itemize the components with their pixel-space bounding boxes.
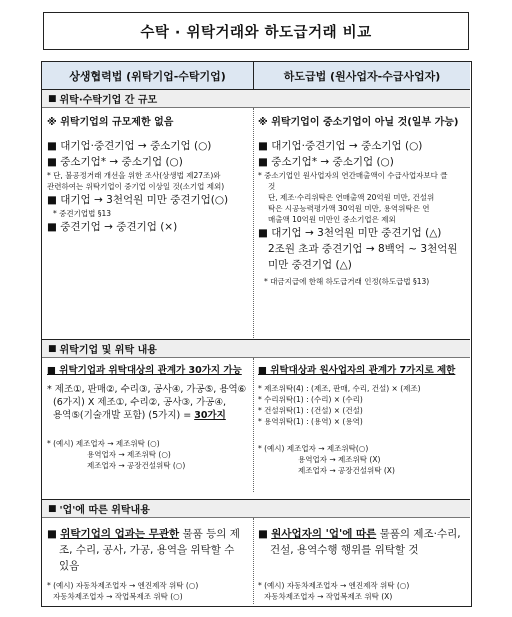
square-bullet-icon: ■ [48,93,57,104]
example-line: * (예시) 자동차제조업자 → 엔진제작 위탁 (○) [47,581,199,590]
square-bullet-icon: ■ [258,528,272,540]
list-item: ■ 중소기업* → 중소기업 (○) [47,156,183,168]
page-title: 수탁 · 위탁거래와 하도급거래 비교 [43,12,469,50]
content-left-cell [47,364,251,471]
comparison-table [41,61,472,607]
list-item: 건설, 용역수행 행위를 위탁할 것 [270,544,419,556]
size-left-cell [47,116,251,235]
section-title: 위탁기업 및 위탁 내용 [59,345,157,356]
section-header-content [42,339,470,358]
business-left-emphasis: 위탁기업의 업과는 무관한 [60,528,180,540]
column-divider [253,358,254,492]
example-line: 자동차제조업자 → 작업복제조 위탁 (○) [53,592,183,601]
section-title: '업'에 따른 위탁내용 [59,505,150,516]
footnote: 매출액 10억원 미만인 중소기업은 제외 [268,215,396,224]
size-left-heading: ※ 위탁기업의 규모제한 없음 [47,117,174,128]
example-line: * (예시) 제조업자 → 제조위탁(○) [258,444,369,453]
list-item: 있음 [59,560,80,572]
list-item: 물품 등의 제 [179,528,240,540]
column-divider [253,518,254,604]
section-title: 위탁·수탁기업 간 규모 [59,95,158,106]
business-right-cell [258,526,468,602]
list-item: ■ 대기업 → 3천억원 미만 중견기업(○) [47,194,229,206]
footnote: * 중소기업인 원사업자의 연간매출액이 수급사업자보다 클 [258,171,448,180]
list-item: ■ 중견기업 → 중견기업 (×) [47,221,178,233]
example-line: 제조업자 → 공장건설위탁 (○) [87,461,186,470]
size-right-heading: ※ 위탁기업이 중소기업이 아닐 것(일부 가능) [258,117,459,128]
content-left-heading: ■ 위탁기업과 위탁대상의 관계가 30가지 가능 [47,365,242,376]
square-bullet-icon: ■ [47,528,61,540]
section-header-size [42,89,470,108]
footnote: * 대금지급에 한해 하도급거래 인정(하도급법 §13) [264,277,430,286]
square-bullet-icon: ■ [48,503,57,514]
content-right-heading: ■ 위탁대상과 원사업자의 관계가 7가지로 제한 [258,365,456,376]
footnote: 관련하여는 위탁기업이 중기업 이상일 것(소기업 제외) [47,182,225,191]
content-right-cell [258,364,468,476]
business-right-emphasis: 원사업자의 '업'에 따른 [271,528,377,540]
list-item: 물품의 제조·수리, [376,528,461,540]
footnote: 단, 제조·수리위탁은 연매출액 20억원 미만, 건설위 [268,193,435,202]
column-header-right: 하도급법 (원사업자-수급사업자) [254,62,470,90]
list-item: (6가지) X 제조①, 수리②, 공사③, 가공④, [53,397,226,408]
total-count: 30가지 [194,410,226,421]
example-line: 용역업자 → 제조위탁 (○) [87,450,171,459]
column-header-left: 상생협력법 (위탁기업-수탁기업) [42,62,254,90]
list-item: 2조원 초과 중견기업 → 8백억 ~ 3천억원 [268,243,458,255]
footnote: * 단, 불공정거래 개선을 위한 조사(상생법 제27조)와 [47,171,221,180]
example-line: 제조업자 → 공장건설위탁 (X) [298,466,395,475]
list-item: ■ 대기업·중견기업 → 중소기업 (○) [258,140,423,152]
footnote: * 중견기업법 §13 [53,209,112,218]
list-item: ■ 중소기업* → 중소기업 (○) [258,156,394,168]
list-item: * 용역위탁(1) : (용역) × (용역) [258,417,363,426]
size-right-cell [258,116,468,287]
list-item: 미만 중견기업 (△) [268,259,352,271]
example-line: 용역업자 → 제조위탁 (X) [298,455,381,464]
list-item: 조, 수리, 공사, 가공, 용역을 위탁할 수 [59,544,235,556]
business-left-cell [47,526,251,602]
list-item: * 제조위탁(4) : (제조, 판매, 수리, 건설) × (제조) [258,384,421,393]
example-line: 자동차제조업자 → 작업복제조 위탁 (X) [264,592,393,601]
list-item: * 건설위탁(1) : (건설) × (건설) [258,406,363,415]
list-item: ■ 대기업·중견기업 → 중소기업 (○) [47,140,212,152]
section-header-business [42,499,470,518]
example-line: * (예시) 자동차제조업자 → 엔진제작 위탁 (○) [258,581,410,590]
list-item: ■ 대기업 → 3천억원 미만 중견기업 (△) [258,227,442,239]
footnote: 탁은 시공능력평가액 30억원 미만, 용역위탁은 연 [268,204,430,213]
footnote: 것 [268,182,276,191]
list-item: 용역⑤(기술개발 포함) (5가지) = [53,410,195,421]
square-bullet-icon: ■ [48,343,57,354]
list-item: * 수리위탁(1) : (수리) × (수리) [258,395,363,404]
list-item: * 제조①, 판매②, 수리③, 공사④, 가공⑤, 용역⑥ [47,384,247,395]
example-line: * (예시) 제조업자 → 제조위탁 (○) [47,439,160,448]
